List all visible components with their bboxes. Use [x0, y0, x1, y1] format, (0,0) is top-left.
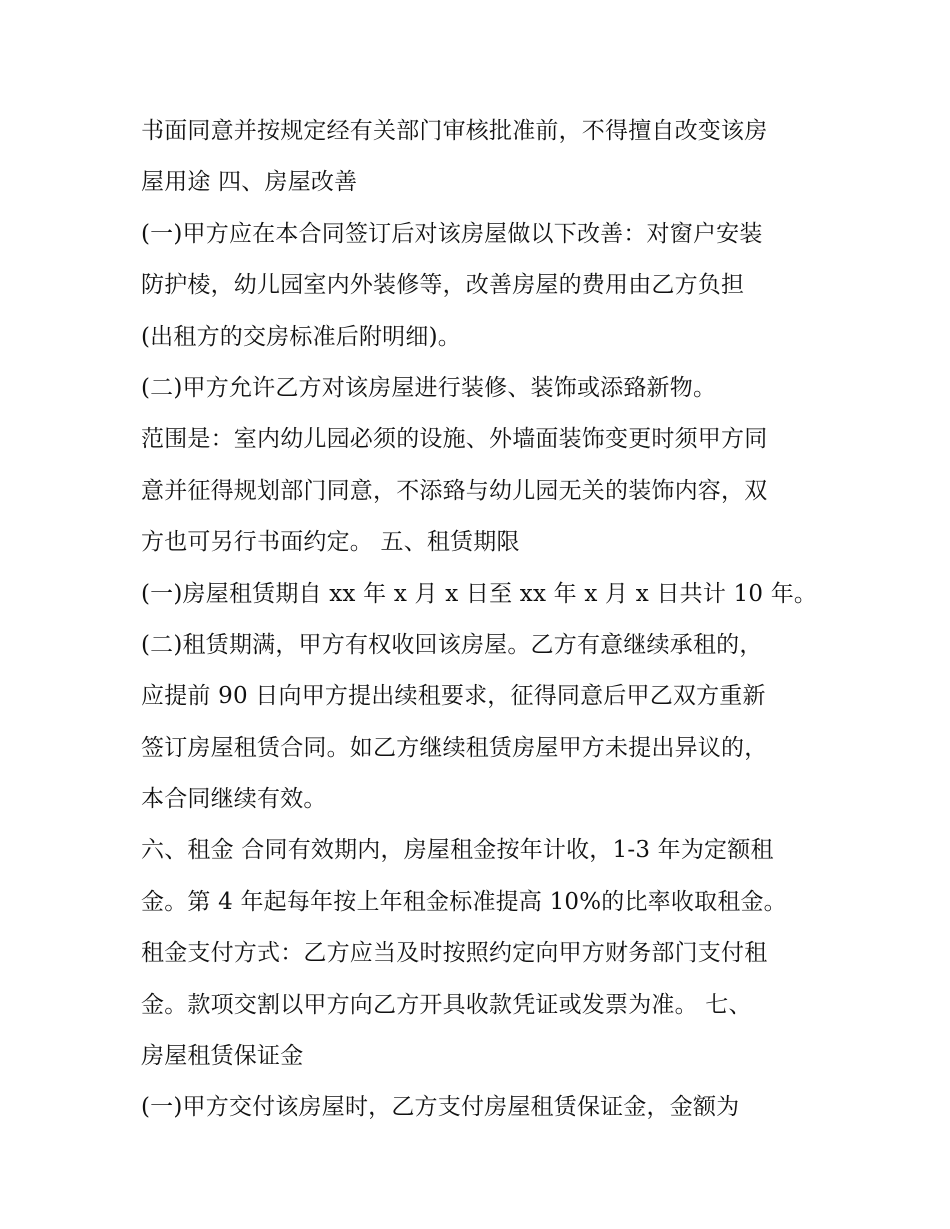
- text-line: 书面同意并按规定经有关部门审核批准前，不得擅自改变该房: [141, 118, 768, 144]
- text-line: (二)甲方允许乙方对该房屋进行装修、装饰或添臵新物。: [141, 374, 717, 401]
- text-line: 防护棱，幼儿园室内外装修等，改善房屋的费用由乙方负担: [141, 272, 745, 299]
- text-line: 金。款项交割以甲方向乙方开具收款凭证或发票为准。 七、: [141, 991, 752, 1018]
- text-line: 签订房屋租赁合同。如乙方继续租赁房屋甲方未提出异议的，: [141, 734, 768, 761]
- text-line: (一)甲方应在本合同签订后对该房屋做以下改善：对窗户安装: [141, 220, 763, 247]
- text-line: 六、租金 合同有效期内，房屋租金按年计收，1-3 年为定额租: [141, 837, 774, 864]
- text-line: 方也可另行书面约定。 五、租赁期限: [141, 529, 520, 556]
- document-body: [141, 106, 841, 1134]
- text-line: (一)房屋租赁期自 xx 年 x 月 x 日至 xx 年 x 月 x 日共计 10 年。: [141, 580, 818, 607]
- text-line: (出租方的交房标准后附明细)。: [141, 323, 461, 350]
- text-line: 应提前 90 日向甲方提出续租要求，征得同意后甲乙双方重新: [141, 683, 766, 710]
- text-line: 范围是：室内幼儿园必须的设施、外墙面装饰变更时须甲方同: [141, 426, 768, 453]
- text-line: (一)甲方交付该房屋时，乙方支付房屋租赁保证金，金额为: [141, 1094, 740, 1121]
- text-line: 金。第 4 年起每年按上年租金标准提高 10%的比率收取租金。: [141, 888, 787, 915]
- text-line: 本合同继续有效。: [141, 786, 327, 813]
- text-line: (二)租赁期满，甲方有权收回该房屋。乙方有意继续承租的，: [141, 631, 763, 658]
- text-line: 意并征得规划部门同意，不添臵与幼儿园无关的装饰内容，双: [141, 477, 768, 504]
- text-line: 房屋租赁保证金: [141, 1043, 304, 1070]
- text-line: 租金支付方式：乙方应当及时按照约定向甲方财务部门支付租: [141, 940, 768, 967]
- text-line: 屋用途 四、房屋改善: [141, 169, 358, 196]
